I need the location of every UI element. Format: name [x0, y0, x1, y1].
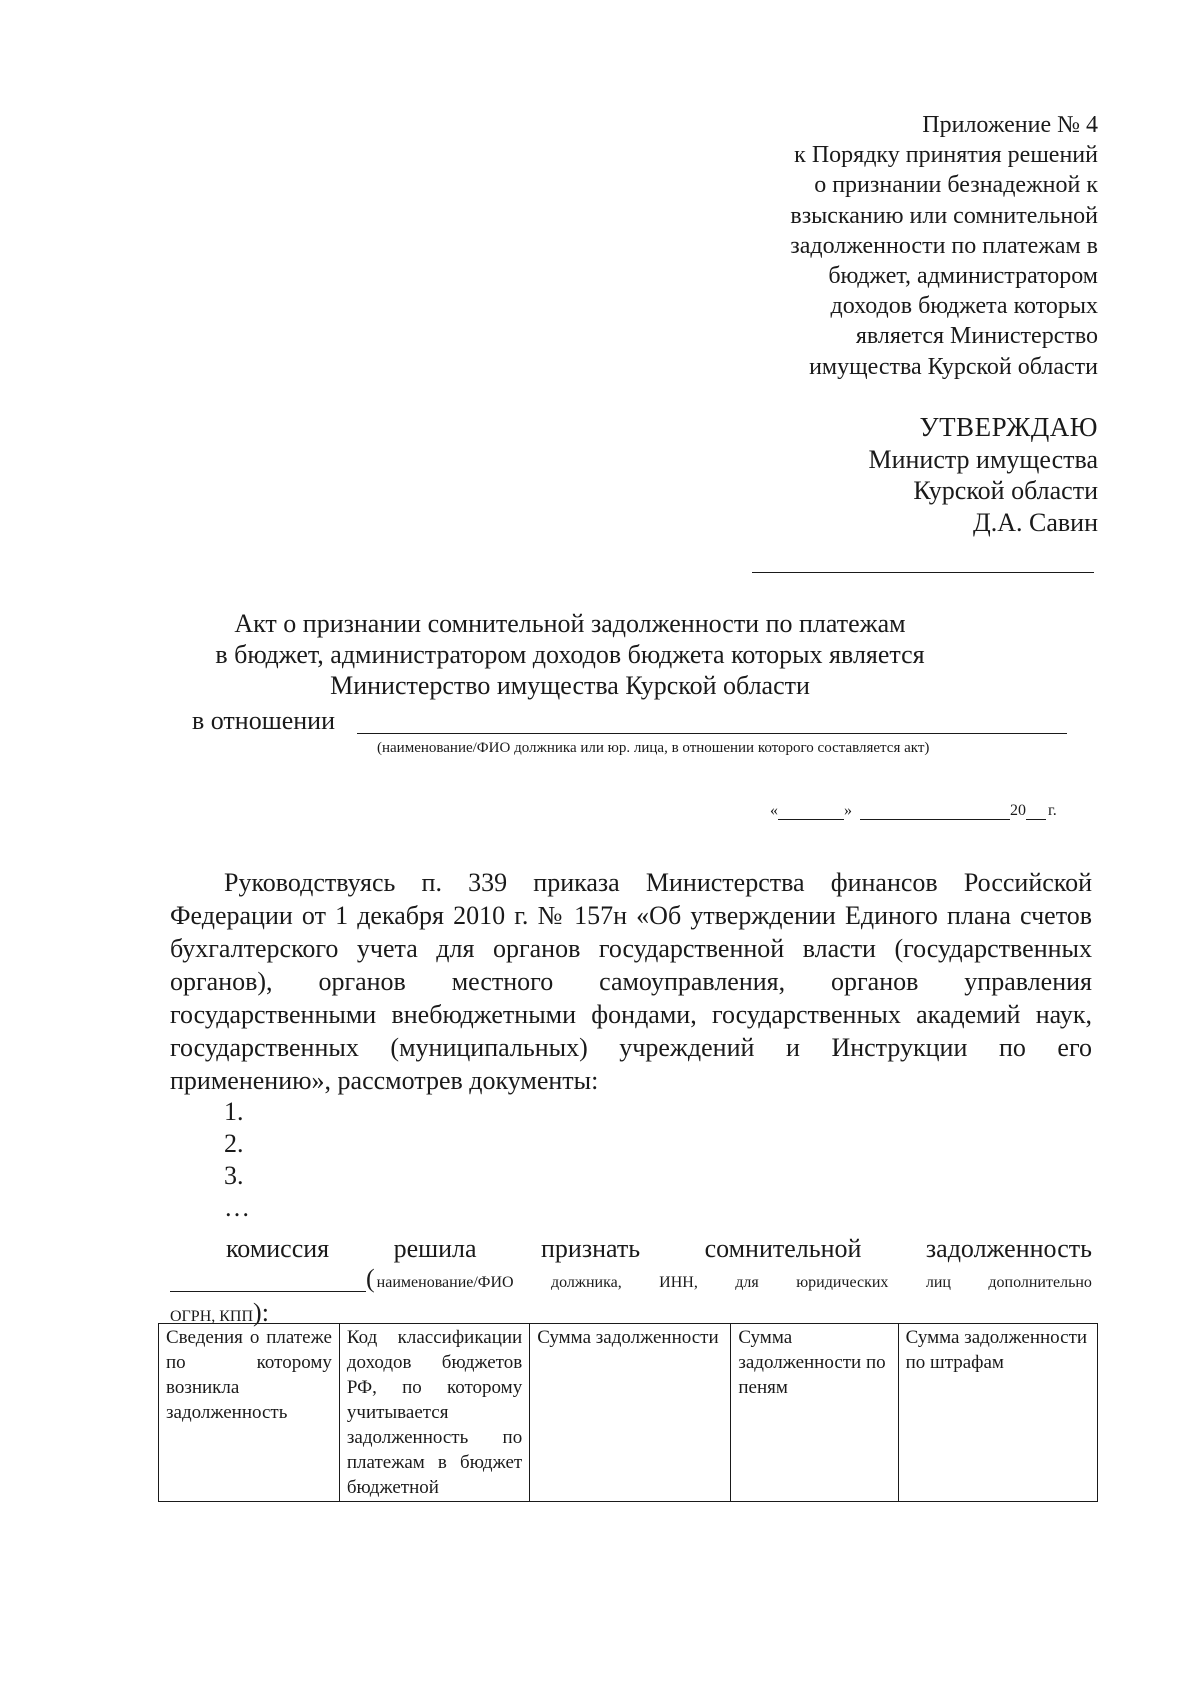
approver-name: Д.А. Савин — [973, 507, 1098, 537]
header-penalty-amount: Сумма задолженности по пеням — [731, 1324, 898, 1502]
appendix-line: доходов бюджета которых — [830, 293, 1098, 320]
appendix-line: является Министерство — [855, 323, 1098, 350]
day-blank — [778, 805, 844, 820]
appendix-line: взысканию или сомнительной — [790, 202, 1098, 229]
year-suffix: г. — [1048, 802, 1057, 819]
signature-line — [752, 572, 1094, 573]
act-date — [770, 802, 1057, 820]
debt-info-table — [158, 1323, 1098, 1502]
decision-line — [226, 1234, 1092, 1264]
date-open-quote: « — [770, 802, 778, 819]
caption-word: дополнительно — [988, 1274, 1092, 1291]
title-line: в бюджет, администратором доходов бюджета которых является — [215, 640, 925, 669]
title-line: Министерство имущества Курской области — [330, 671, 810, 700]
approval-block — [698, 412, 1098, 538]
month-blank — [860, 805, 1010, 820]
debtor-name-blank — [357, 733, 1067, 734]
approver-region: Курской области — [913, 476, 1098, 505]
appendix-line: задолженности по платежам в — [790, 232, 1098, 259]
appendix-line: бюджет, администратором — [828, 263, 1098, 290]
caption-word: для — [735, 1274, 759, 1291]
decision-word: задолженность — [925, 1234, 1092, 1263]
approval-heading: УТВЕРЖДАЮ — [919, 412, 1098, 442]
year-blank — [1026, 805, 1046, 820]
close-paren: ): — [253, 1298, 269, 1327]
regarding-label: в отношении — [192, 706, 336, 735]
act-title — [150, 608, 990, 701]
caption-line2: ОГРН, КПП — [170, 1308, 254, 1325]
appendix-line: о признании безнадежной к — [814, 172, 1098, 199]
title-line: Акт о признании сомнительной задолженности по платежам — [234, 609, 906, 638]
debtor-name-caption: (наименование/ФИО должника или юр. лица, в отношении которого составляется акт) — [377, 740, 930, 756]
body-paragraph: Руководствуясь п. 339 приказа Министерства финансов Российской Федерации от 1 декабря 2010 г. № 157н «Об утверждении Единого плана счетов бухгалтерского учета для органов государственной власти (государственных органов), органов местного самоуправления, органов управления государственными внебюджетными фондами, государственных академий наук, государственных (муниципальных) учреждений и Инструкции по его применению», рассмотрев документы: — [170, 868, 1092, 1095]
table-header-row — [159, 1324, 1098, 1502]
list-item: 3. — [224, 1161, 244, 1190]
year-prefix: 20 — [1010, 802, 1026, 819]
caption-word: лиц — [925, 1274, 951, 1291]
open-paren: ( — [366, 1264, 375, 1293]
appendix-line: имущества Курской области — [809, 353, 1098, 380]
header-payment-info: Сведения о платеже по которому возникла задолженность — [159, 1324, 340, 1502]
header-classification-code: Код классификации доходов бюджетов РФ, по которому учитывается задолженность по платежам в бюджет бюджетной — [339, 1324, 529, 1502]
caption-word: должника, — [551, 1274, 622, 1291]
header-debt-amount: Сумма задолженности — [530, 1324, 731, 1502]
decision-word: решила — [393, 1234, 477, 1263]
list-item: 1. — [224, 1097, 244, 1126]
debtor-caption — [170, 1266, 1092, 1292]
decision-word: сомнительной — [704, 1234, 862, 1263]
header-fine-amount: Сумма задолженности по штрафам — [898, 1324, 1097, 1502]
appendix-line: к Порядку принятия решений — [794, 142, 1098, 169]
decision-word: признать — [541, 1234, 641, 1263]
appendix-line: Приложение № 4 — [922, 112, 1098, 138]
appendix-reference — [698, 110, 1098, 382]
caption-word: наименование/ФИО — [376, 1274, 514, 1291]
caption-word: ИНН, — [659, 1274, 698, 1291]
date-close-quote: » — [844, 802, 852, 819]
documents-list — [224, 1096, 250, 1224]
list-item: … — [224, 1193, 250, 1222]
caption-word: юридических — [796, 1274, 889, 1291]
decision-word: комиссия — [226, 1234, 330, 1263]
list-item: 2. — [224, 1129, 244, 1158]
debtor-blank — [170, 1275, 366, 1292]
debtor-caption-words — [375, 1274, 1092, 1292]
approver-position: Министр имущества — [868, 444, 1098, 474]
